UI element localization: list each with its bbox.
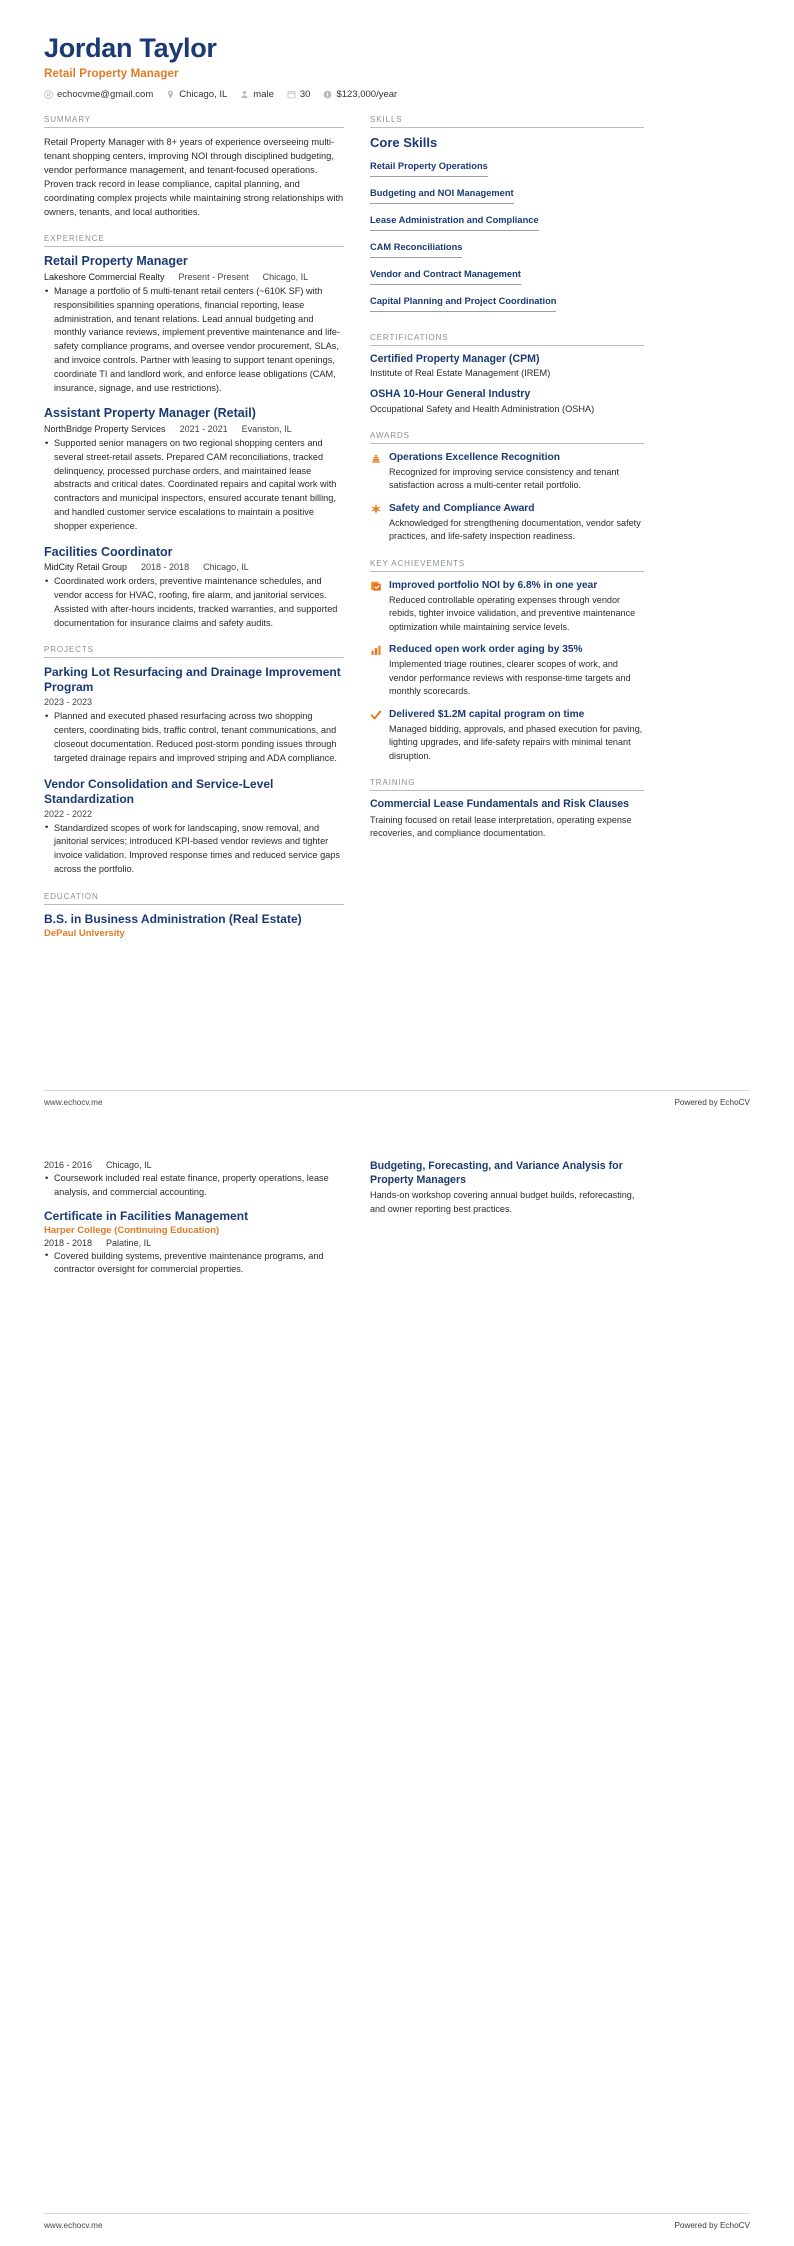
training-name: Budgeting, Forecasting, and Variance Analysis for Property Managers	[370, 1160, 623, 1186]
job-meta	[44, 562, 344, 572]
experience-item	[44, 545, 344, 631]
award-description: Acknowledged for strengthening documentation, vendor safety practices, and life-safety inspection readiness.	[389, 517, 641, 542]
section-title-training: TRAINING	[370, 778, 644, 791]
project-bullet: • Planned and executed phased resurfacing across two shopping centers, coordinating bids, traffic control, tenant communications, and closeout documentation. Reduced post-storm ponding issues through targeted drainage repairs and improved striping and ADA compliance.	[44, 710, 344, 765]
section-education	[44, 892, 344, 939]
achievement-item	[370, 643, 644, 698]
job-meta	[44, 272, 344, 282]
job-dates: Present - Present	[178, 272, 249, 283]
job-bullets	[44, 575, 344, 630]
resume-header	[44, 34, 750, 100]
education-meta	[44, 1238, 344, 1248]
experience-item	[44, 254, 344, 395]
right-column	[370, 115, 644, 856]
achievement-name: Delivered $1.2M capital program on time	[389, 708, 585, 720]
certification-name: OSHA 10-Hour General Industry	[370, 388, 531, 401]
header-role: Retail Property Manager	[44, 67, 179, 80]
education-degree: Certificate in Facilities Management	[44, 1208, 249, 1223]
section-projects	[44, 645, 344, 876]
education-degree: B.S. in Business Administration (Real Estate)	[44, 911, 302, 926]
award-item	[370, 451, 644, 493]
body-columns-page2	[44, 1160, 750, 1286]
skill-item: Lease Administration and Compliance	[370, 215, 539, 231]
job-bullet: • Manage a portfolio of 5 multi-tenant retail centers (~610K SF) with responsibilities spanning operations, financial reporting, lease administration, and tenant relations. Lead annual budgeting and monthly variance reviews, implement preventive maintenance and life-safety compliance programs, and oversee vendor procurement, SLAs, and invoice controls. Partner with leasing to support tenant openings, coordinate TI and landlord work, and enforce lease obligations (CAM, insurance, signage, and use restrictions).	[44, 285, 344, 395]
achievement-body	[389, 708, 644, 763]
page-footer	[44, 2213, 750, 2230]
left-column-page2	[44, 1160, 344, 1286]
page-title: Jordan Taylor	[44, 33, 217, 63]
education-item	[44, 1160, 344, 1200]
job-dates: 2021 - 2021	[179, 424, 228, 435]
project-bullet: • Standardized scopes of work for landscaping, snow removal, and janitorial services; introduced KPI-based vendor reviews and tighter invoice validation. Improved response times and reduced service gaps across the portfolio.	[44, 822, 344, 877]
footer-website[interactable]: www.echocv.me	[44, 1098, 103, 1107]
achievement-item	[370, 579, 644, 634]
education-dates: 2018 - 2018	[44, 1237, 93, 1248]
education-meta	[44, 1160, 344, 1170]
job-company: MidCity Retail Group	[44, 562, 128, 573]
contact-gender	[240, 89, 274, 100]
contact-salary	[323, 89, 397, 100]
training-name: Commercial Lease Fundamentals and Risk Clauses	[370, 797, 630, 810]
certification-org: Institute of Real Estate Management (IREM)	[370, 367, 551, 378]
skill-row	[370, 264, 644, 291]
achievement-description: Reduced controllable operating expenses through vendor rebids, tighter invoice validation, and preventive maintenance optimization while maintaining service levels.	[389, 594, 636, 632]
certification-item	[370, 353, 644, 381]
left-column	[44, 115, 344, 954]
section-title-education: EDUCATION	[44, 892, 344, 905]
skill-row	[370, 183, 644, 210]
education-bullets	[44, 1172, 344, 1200]
person-icon	[240, 90, 249, 99]
education-bullet: • Covered building systems, preventive maintenance programs, and contractor oversight for commercial properties.	[44, 1250, 344, 1278]
training-description: Hands-on workshop covering annual budget builds, reforecasting, and owner reporting best practices.	[370, 1190, 635, 1214]
education-bullets	[44, 1250, 344, 1278]
trophy-icon	[370, 452, 382, 464]
checkmark-icon	[370, 709, 382, 721]
contact-email	[44, 89, 153, 100]
project-item	[44, 665, 344, 765]
award-body	[389, 451, 644, 493]
certification-item	[370, 388, 644, 416]
footer-brand: Powered by EchoCV	[674, 2221, 750, 2230]
skill-row	[370, 210, 644, 237]
certification-org: Occupational Safety and Health Administration (OSHA)	[370, 403, 595, 414]
project-bullets	[44, 822, 344, 877]
section-awards	[370, 431, 644, 544]
location-pin-icon	[166, 90, 175, 99]
right-column-page2	[370, 1160, 644, 1216]
section-training	[370, 778, 644, 840]
skill-item: CAM Reconciliations	[370, 242, 462, 258]
achievement-description: Managed bidding, approvals, and phased execution for paving, lighting upgrades, and life-safety repairs with minimal tenant disruption.	[389, 723, 643, 761]
job-title: Retail Property Manager	[44, 254, 188, 269]
section-title-skills: SKILLS	[370, 115, 644, 128]
contact-row	[44, 89, 750, 100]
job-location: Evanston, IL	[241, 424, 292, 435]
skill-item: Vendor and Contract Management	[370, 269, 521, 285]
achievement-name: Reduced open work order aging by 35%	[389, 644, 583, 656]
project-dates: 2022 - 2022	[44, 808, 93, 819]
section-title-summary: SUMMARY	[44, 115, 344, 128]
award-body	[389, 502, 644, 544]
achievement-body	[389, 579, 644, 634]
project-item	[44, 777, 344, 877]
section-title-projects: PROJECTS	[44, 645, 344, 658]
job-location: Chicago, IL	[203, 562, 249, 573]
body-columns	[44, 115, 750, 954]
award-name: Operations Excellence Recognition	[389, 451, 560, 463]
award-description: Recognized for improving service consistency and tenant satisfaction across a multi-center retail portfolio.	[389, 466, 619, 491]
project-bullets	[44, 710, 344, 765]
experience-item	[44, 406, 344, 533]
section-title-experience: EXPERIENCE	[44, 234, 344, 247]
award-item	[370, 502, 644, 544]
education-school: Harper College (Continuing Education)	[44, 1224, 220, 1236]
certification-name: Certified Property Manager (CPM)	[370, 352, 540, 365]
section-skills	[370, 115, 644, 318]
education-bullet: • Coursework included real estate finance, property operations, lease analysis, and commercial accounting.	[44, 1172, 344, 1200]
education-location: Palatine, IL	[106, 1237, 152, 1248]
skill-item: Retail Property Operations	[370, 161, 488, 177]
section-certifications	[370, 333, 644, 416]
achievement-body	[389, 643, 644, 698]
calendar-icon	[287, 90, 296, 99]
education-school: DePaul University	[44, 927, 125, 939]
training-item	[370, 798, 644, 840]
training-item	[370, 1160, 644, 1216]
skill-row	[370, 156, 644, 183]
footer-website[interactable]: www.echocv.me	[44, 2221, 103, 2230]
education-location: Chicago, IL	[106, 1160, 152, 1170]
bar-chart-icon	[370, 644, 382, 656]
section-summary	[44, 115, 344, 220]
skill-row	[370, 237, 644, 264]
job-company: NorthBridge Property Services	[44, 424, 166, 435]
info-circle-icon	[323, 90, 332, 99]
award-name: Safety and Compliance Award	[389, 502, 535, 514]
job-location: Chicago, IL	[262, 272, 309, 283]
email-icon	[44, 90, 53, 99]
contact-email-value: echocvme@gmail.com	[57, 88, 154, 100]
achievement-description: Implemented triage routines, clearer scopes of work, and vendor performance reviews with response-time targets and monthly scorecards.	[389, 659, 631, 697]
education-dates: 2016 - 2016	[44, 1160, 93, 1170]
section-title-awards: AWARDS	[370, 431, 644, 444]
skill-item: Capital Planning and Project Coordination	[370, 296, 556, 312]
skills-group-title: Core Skills	[370, 134, 438, 150]
job-bullets	[44, 437, 344, 534]
education-item	[44, 912, 344, 939]
job-company: Lakeshore Commercial Realty	[44, 272, 165, 283]
education-item	[44, 1209, 344, 1278]
job-bullet: • Coordinated work orders, preventive maintenance schedules, and vendor access for HVAC, roofing, fire alarm, and janitorial services. Assisted with after-hours incidents, tracked warranties, and supported documentation for insurance claims and safety audits.	[44, 575, 344, 630]
clipboard-check-icon	[370, 580, 382, 592]
project-title: Parking Lot Resurfacing and Drainage Improvement Program	[44, 665, 341, 695]
contact-salary-value: $123,000/year	[336, 88, 398, 100]
achievement-name: Improved portfolio NOI by 6.8% in one year	[389, 579, 598, 591]
job-bullets	[44, 285, 344, 395]
training-description: Training focused on retail lease interpretation, operating expense recoveries, and compliance documentation.	[370, 814, 632, 838]
sparkle-icon	[370, 503, 382, 515]
section-title-key-achievements: KEY ACHIEVEMENTS	[370, 559, 644, 572]
job-meta	[44, 424, 344, 434]
achievement-item	[370, 708, 644, 763]
contact-age-value: 30	[299, 88, 311, 100]
footer-brand: Powered by EchoCV	[674, 1098, 750, 1107]
job-dates: 2018 - 2018	[141, 562, 190, 573]
section-experience	[44, 234, 344, 630]
project-dates: 2023 - 2023	[44, 697, 93, 708]
resume-page-2	[0, 1123, 794, 2246]
job-bullet: • Supported senior managers on two regional shopping centers and several street-retail assets. Prepared CAM reconciliations, tracked delinquency, processed purchase orders, and maintained lease abstracts and critical dates. Coordinated repairs and capital work with contractors and municipal inspectors, ensured accurate tenant billing, and handled customer service escalations to maintain a positive shopper experience.	[44, 437, 344, 534]
contact-location	[166, 89, 227, 100]
contact-age	[287, 89, 311, 100]
summary-text: Retail Property Manager with 8+ years of experience overseeing multi-tenant shopping centers, improving NOI through disciplined budgeting, vendor performance management, and tenant-focused operations. Proven track record in lease compliance, capital planning, and coordinating complex projects while maintaining strong relationships with owners, tenants, and local authorities.	[44, 136, 344, 218]
job-title: Assistant Property Manager (Retail)	[44, 406, 256, 421]
contact-location-value: Chicago, IL	[179, 88, 228, 100]
skill-item: Budgeting and NOI Management	[370, 188, 514, 204]
project-title: Vendor Consolidation and Service-Level Standardization	[44, 776, 274, 806]
section-key-achievements	[370, 559, 644, 763]
job-title: Facilities Coordinator	[44, 544, 173, 559]
page-footer	[44, 1090, 750, 1107]
section-title-certifications: CERTIFICATIONS	[370, 333, 644, 346]
contact-gender-value: male	[253, 88, 274, 100]
skill-row	[370, 291, 644, 318]
